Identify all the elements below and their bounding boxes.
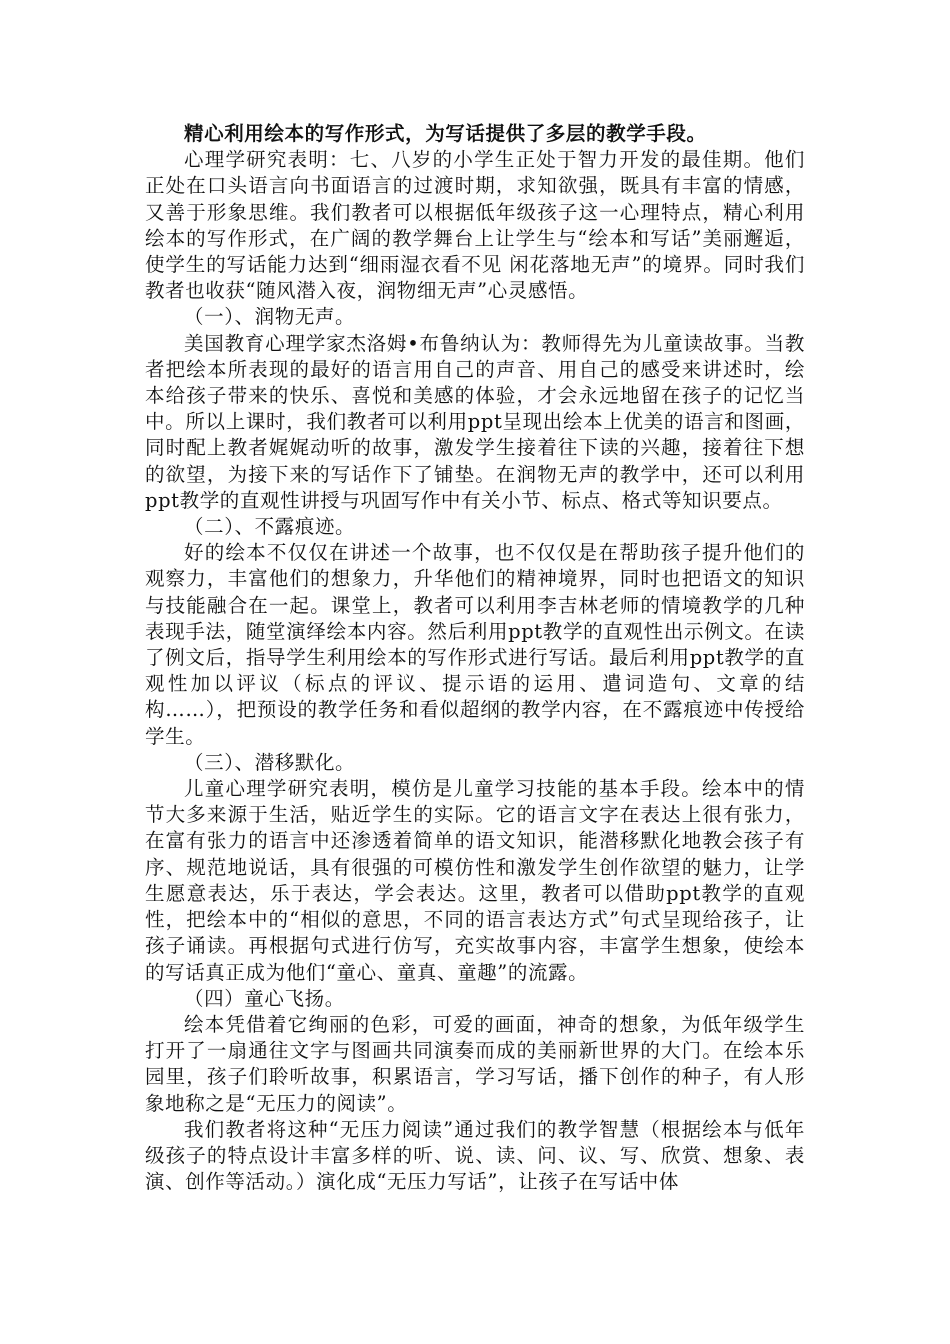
section-body-4: 绘本凭借着它绚丽的色彩，可爱的画面，神奇的想象，为低年级学生打开了一扇通往文字与图画共同演奏而成的美丽新世界的大门。在绘本乐园里，孩子们聆听故事，积累语言，学习写话，播下创作的种子，有人形象地称之是“无压力的阅读”。 bbox=[145, 1012, 805, 1115]
section-body-1: 美国教育心理学家杰洛姆•布鲁纳认为：教师得先为儿童读故事。当教者把绘本所表现的最好的语言用自己的声音、用自己的感受来讲述时，绘本给孩子带来的快乐、喜悦和美感的体验，才会永远地留在孩子的记忆当中。所以上课时，我们教者可以利用ppt呈现出绘本上优美的语言和图画，同时配上教者娓娓动听的故事，激发学生接着往下读的兴趣，接着往下想的欲望，为接下来的写话作下了铺垫。在润物无声的教学中，还可以利用ppt教学的直观性讲授与巩固写作中有关小节、标点、格式等知识要点。 bbox=[145, 331, 805, 512]
section-body-2: 好的绘本不仅仅在讲述一个故事，也不仅仅是在帮助孩子提升他们的观察力，丰富他们的想象力，升华他们的精神境界，同时也把语文的知识与技能融合在一起。课堂上，教者可以利用李吉林老师的情境教学的几种表现手法，随堂演绎绘本内容。然后利用ppt教学的直观性出示例文。在读了例文后，指导学生利用绘本的写作形式进行写话。最后利用ppt教学的直观性加以评议（标点的评议、提示语的运用、遣词造句、文章的结构……），把预设的教学任务和看似超纲的教学内容，在不露痕迹中传授给学生。 bbox=[145, 541, 805, 748]
closing-paragraph: 我们教者将这种“无压力阅读”通过我们的教学智慧（根据绘本与低年级孩子的特点设计丰富多样的听、说、读、问、议、写、欣赏、想象、表演、创作等活动。）演化成“无压力写话”，让孩子在写话中体 bbox=[145, 1117, 805, 1194]
document-title: 精心利用绘本的写作形式，为写话提供了多层的教学手段。 bbox=[184, 122, 707, 145]
intro-paragraph: 心理学研究表明：七、八岁的小学生正处于智力开发的最佳期。他们正处在口头语言向书面语言的过渡时期，求知欲强，既具有丰富的情感，又善于形象思维。我们教者可以根据低年级孩子这一心理特点，精心利用绘本的写作形式，在广阔的教学舞台上让学生与“绘本和写话”美丽邂逅，使学生的写话能力达到“细雨湿衣看不见 闲花落地无声”的境界。同时我们教者也收获“随风潜入夜，润物细无声”心灵感悟。 bbox=[145, 148, 805, 303]
document-page bbox=[145, 121, 805, 1195]
section-body-3: 儿童心理学研究表明，模仿是儿童学习技能的基本手段。绘本中的情节大多来源于生活，贴近学生的实际。它的语言文字在表达上很有张力，在富有张力的语言中还渗透着简单的语文知识，能潜移默化地教会孩子有序、规范地说话，具有很强的可模仿性和激发学生创作欲望的魅力，让学生愿意表达，乐于表达，学会表达。这里，教者可以借助ppt教学的直观性，把绘本中的“相似的意思，不同的语言表达方式”句式呈现给孩子，让孩子诵读。再根据句式进行仿写，充实故事内容，丰富学生想象，使绘本的写话真正成为他们“童心、童真、童趣”的流露。 bbox=[145, 777, 805, 984]
section-heading-4: （四）童心飞扬。 bbox=[184, 986, 345, 1010]
section-heading-3: （三）、潜移默化。 bbox=[184, 750, 356, 774]
section-heading-2: （二）、不露痕迹。 bbox=[184, 515, 356, 539]
section-heading-1: （一）、润物无声。 bbox=[184, 305, 356, 329]
